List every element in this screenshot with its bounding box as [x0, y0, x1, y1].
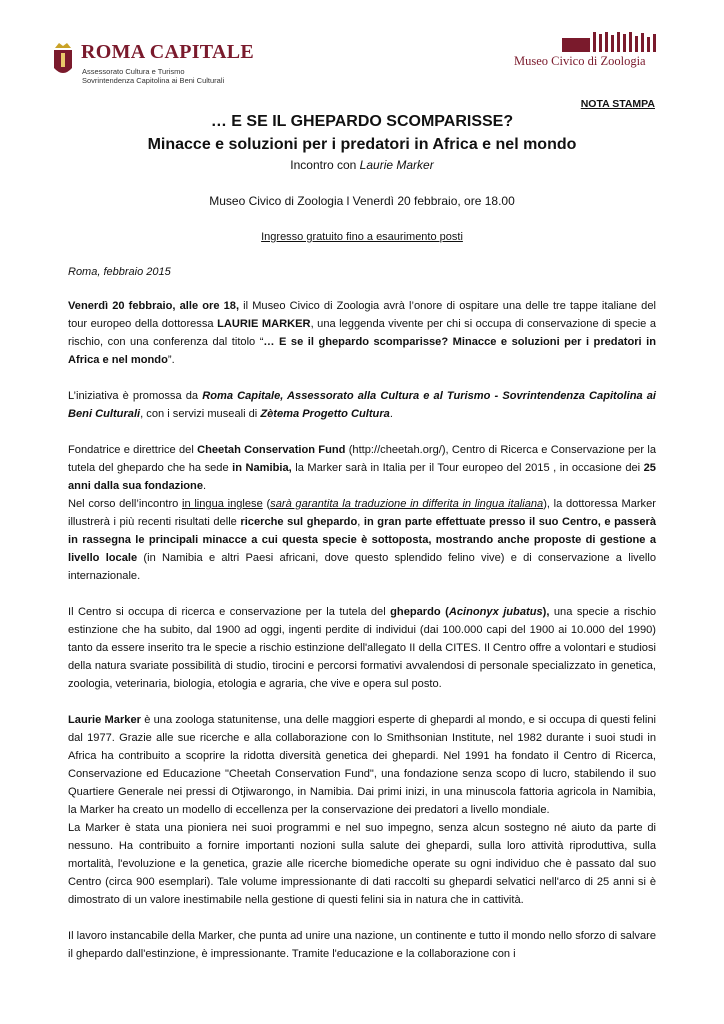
venue-line: Museo Civico di Zoologia l Venerdì 20 febbraio, ore 18.00	[209, 194, 515, 208]
p3-end: .	[203, 480, 207, 492]
p4-text-2: ), la dottoressa Marker illustrerà i più recenti risultati delle	[68, 498, 656, 528]
p4-text: Nel corso dell’incontro	[68, 498, 183, 510]
p6-text: è una zoologa statunitense, una delle maggiori esperte di ghepardi al mondo, e si occupa di questi felini dal 1977. Grazie alle sue ricerche e alla collaborazione con lo Smithsonian Institute, nel 1982 durante i suoi studi in Africa ha contribuito a scoprire la ridotta diversità genetica dei ghepardi. Nel 1991 ha fondato il Centro di Ricerca, Conservazione ed Educazione "Cheetah Conservation Fund", una fondazione senza scopo di lucro, stabilendo il suo Quartiere Generale nei pressi di Otjiwarongo, in Namibia. Dai primi inizi, in una minuscola fattoria agricola in Namibia, la Marker ha creato un modello di eccellenza per la conservazione dei predatori a livello mondiale.	[68, 714, 656, 816]
logo-subtitle-1: Assessorato Cultura e Turismo	[82, 67, 185, 76]
p4-threats: in gran parte effettuate presso il suo Centro, e passerà in rassegna le principali minacce a cui questa specie è sottoposta, mostrando anche proposte di gestione a livello locale	[68, 516, 657, 564]
p1-date: Venerdì 20 febbraio, alle ore 18,	[68, 300, 240, 312]
p3-text: Fondatrice e direttrice del	[68, 444, 198, 456]
p1-end: ”.	[167, 354, 175, 366]
article-body	[68, 297, 656, 981]
speaker-name: Laurie Marker	[359, 158, 434, 172]
paragraph-6	[68, 711, 656, 819]
p2-text: L’iniziativa è promossa da	[68, 390, 203, 402]
paragraph-3	[68, 441, 656, 495]
headline: … E SE IL GHEPARDO SCOMPARISSE?	[210, 113, 514, 130]
p5-species-latin: Acinonyx jubatus	[448, 606, 543, 618]
p3-text-3: la Marker sarà in Italia per il Tour europeo del 2015 , in occasione dei	[291, 462, 644, 474]
paragraph-1	[68, 297, 656, 369]
museo-logo	[514, 30, 674, 75]
press-note-label: NOTA STAMPA	[580, 98, 655, 110]
paragraph-7: La Marker è stata una pioniera nei suoi programmi e nel suo impegno, senza alcun sostegno né aiuto da parte di nessuno. Ha contribuito a fornire importanti nozioni sulla salute dei ghepardi, sulla loro attività riproduttiva, sulla mortalità, l'evoluzione e la genetica, grazie alle ricerche biomediche operate su ogni individuo che è passato dal suo Centro (circa 900 esemplari). Tale volume impressionante di dati raccolti su ghepardi selvatici nell'arco di 25 anni si è dimostrato di un valore inestimabile nella gestione di questi felini sia in natura che in cattività.	[68, 822, 656, 906]
entry-note: Ingresso gratuito fino a esaurimento posti	[261, 231, 463, 243]
p1-conference-title: … E se il ghepardo scomparisse? Minacce e soluzioni per i predatori in Africa e nel mondo	[68, 336, 656, 366]
p5-cheetah: ghepardo (	[390, 606, 449, 618]
meeting-prefix: Incontro con	[290, 158, 360, 172]
meeting-line	[0, 158, 724, 172]
paragraph-2	[68, 387, 656, 423]
p2-zetema: Zètema Progetto Cultura	[260, 408, 390, 420]
p4-language: in lingua inglese	[182, 498, 263, 510]
paragraph-5	[68, 603, 656, 693]
p4-text-3: (in Namibia e altri Paesi africani, dove questo splendido felino vive) e di conservazione a livello internazionale.	[68, 552, 656, 582]
p4-translation-note: sarà garantita la traduzione in differita in lingua italiana	[270, 498, 544, 510]
p5-close: ),	[542, 606, 550, 618]
paragraph-8: Il lavoro instancabile della Marker, che punta ad unire una nazione, un continente e tutto il mondo nello sforzo di salvare il ghepardo dall'estinzione, è impressionante. Tramite l'educazione e la collaborazione con i	[68, 930, 656, 960]
p1-text-2: , una leggenda vivente per chi si occupa di conservazione di specie a rischio, con una conferenza dal titolo “	[68, 318, 656, 348]
p3-text-2: (http://cheetah.org/), Centro di Ricerca e Conservazione per la tutela del ghepardo che ha sede	[68, 444, 656, 474]
dateline: Roma, febbraio 2015	[68, 266, 171, 278]
logo-subtitle-2: Sovrintendenza Capitolina ai Beni Culturali	[82, 76, 225, 85]
museo-name: Museo Civico di Zoologia	[514, 54, 646, 68]
p2-end: .	[389, 408, 393, 420]
p5-text-2: una specie a rischio estinzione che ha subito, dal 1900 ad oggi, ingenti perdite di individui (dai 100.000 capi del 1900 ai 10.000 del 1990) tanto da essere inserito tra le specie a rischio estinzione dell'allegato II della CITES. Il Centro offre a volontari e studiosi della natura svariate possibilità di studio, tirocini e percorsi formativi avvalendosi di personale specializzato in genetica, zoologia, veterinaria, biologia, etologia e agraria, che vive e opera sul posto.	[68, 606, 656, 690]
logo-title: ROMA CAPITALE	[81, 41, 254, 63]
p3-namibia: in Namibia,	[232, 462, 292, 474]
p1-text: il Museo Civico di Zoologia avrà l’onore di ospitare una delle tre tappe italiane del tour europeo della dottoressa	[68, 300, 656, 330]
museo-bars-icon	[562, 32, 707, 52]
p3-fund-name: Cheetah Conservation Fund	[197, 444, 346, 456]
p4-comma: ,	[357, 516, 364, 528]
roma-capitale-logo	[52, 40, 252, 90]
p2-promoter: Roma Capitale, Assessorato alla Cultura e al Turismo - Sovrintendenza Capitolina ai Beni Culturali	[68, 390, 656, 420]
crest-icon	[52, 42, 74, 80]
p1-name: LAURIE MARKER	[217, 318, 311, 330]
subheadline: Minacce e soluzioni per i predatori in Africa e nel mondo	[147, 136, 577, 153]
p2-text-2: , con i servizi museali di	[140, 408, 261, 420]
p4-paren: (	[262, 498, 271, 510]
p4-research: ricerche sul ghepardo	[240, 516, 358, 528]
p6-name: Laurie Marker	[68, 714, 141, 726]
p3-anniversary: 25 anni dalla sua fondazione	[68, 462, 656, 492]
p5-text: Il Centro si occupa di ricerca e conservazione per la tutela del	[68, 606, 391, 618]
paragraph-4	[68, 495, 656, 585]
